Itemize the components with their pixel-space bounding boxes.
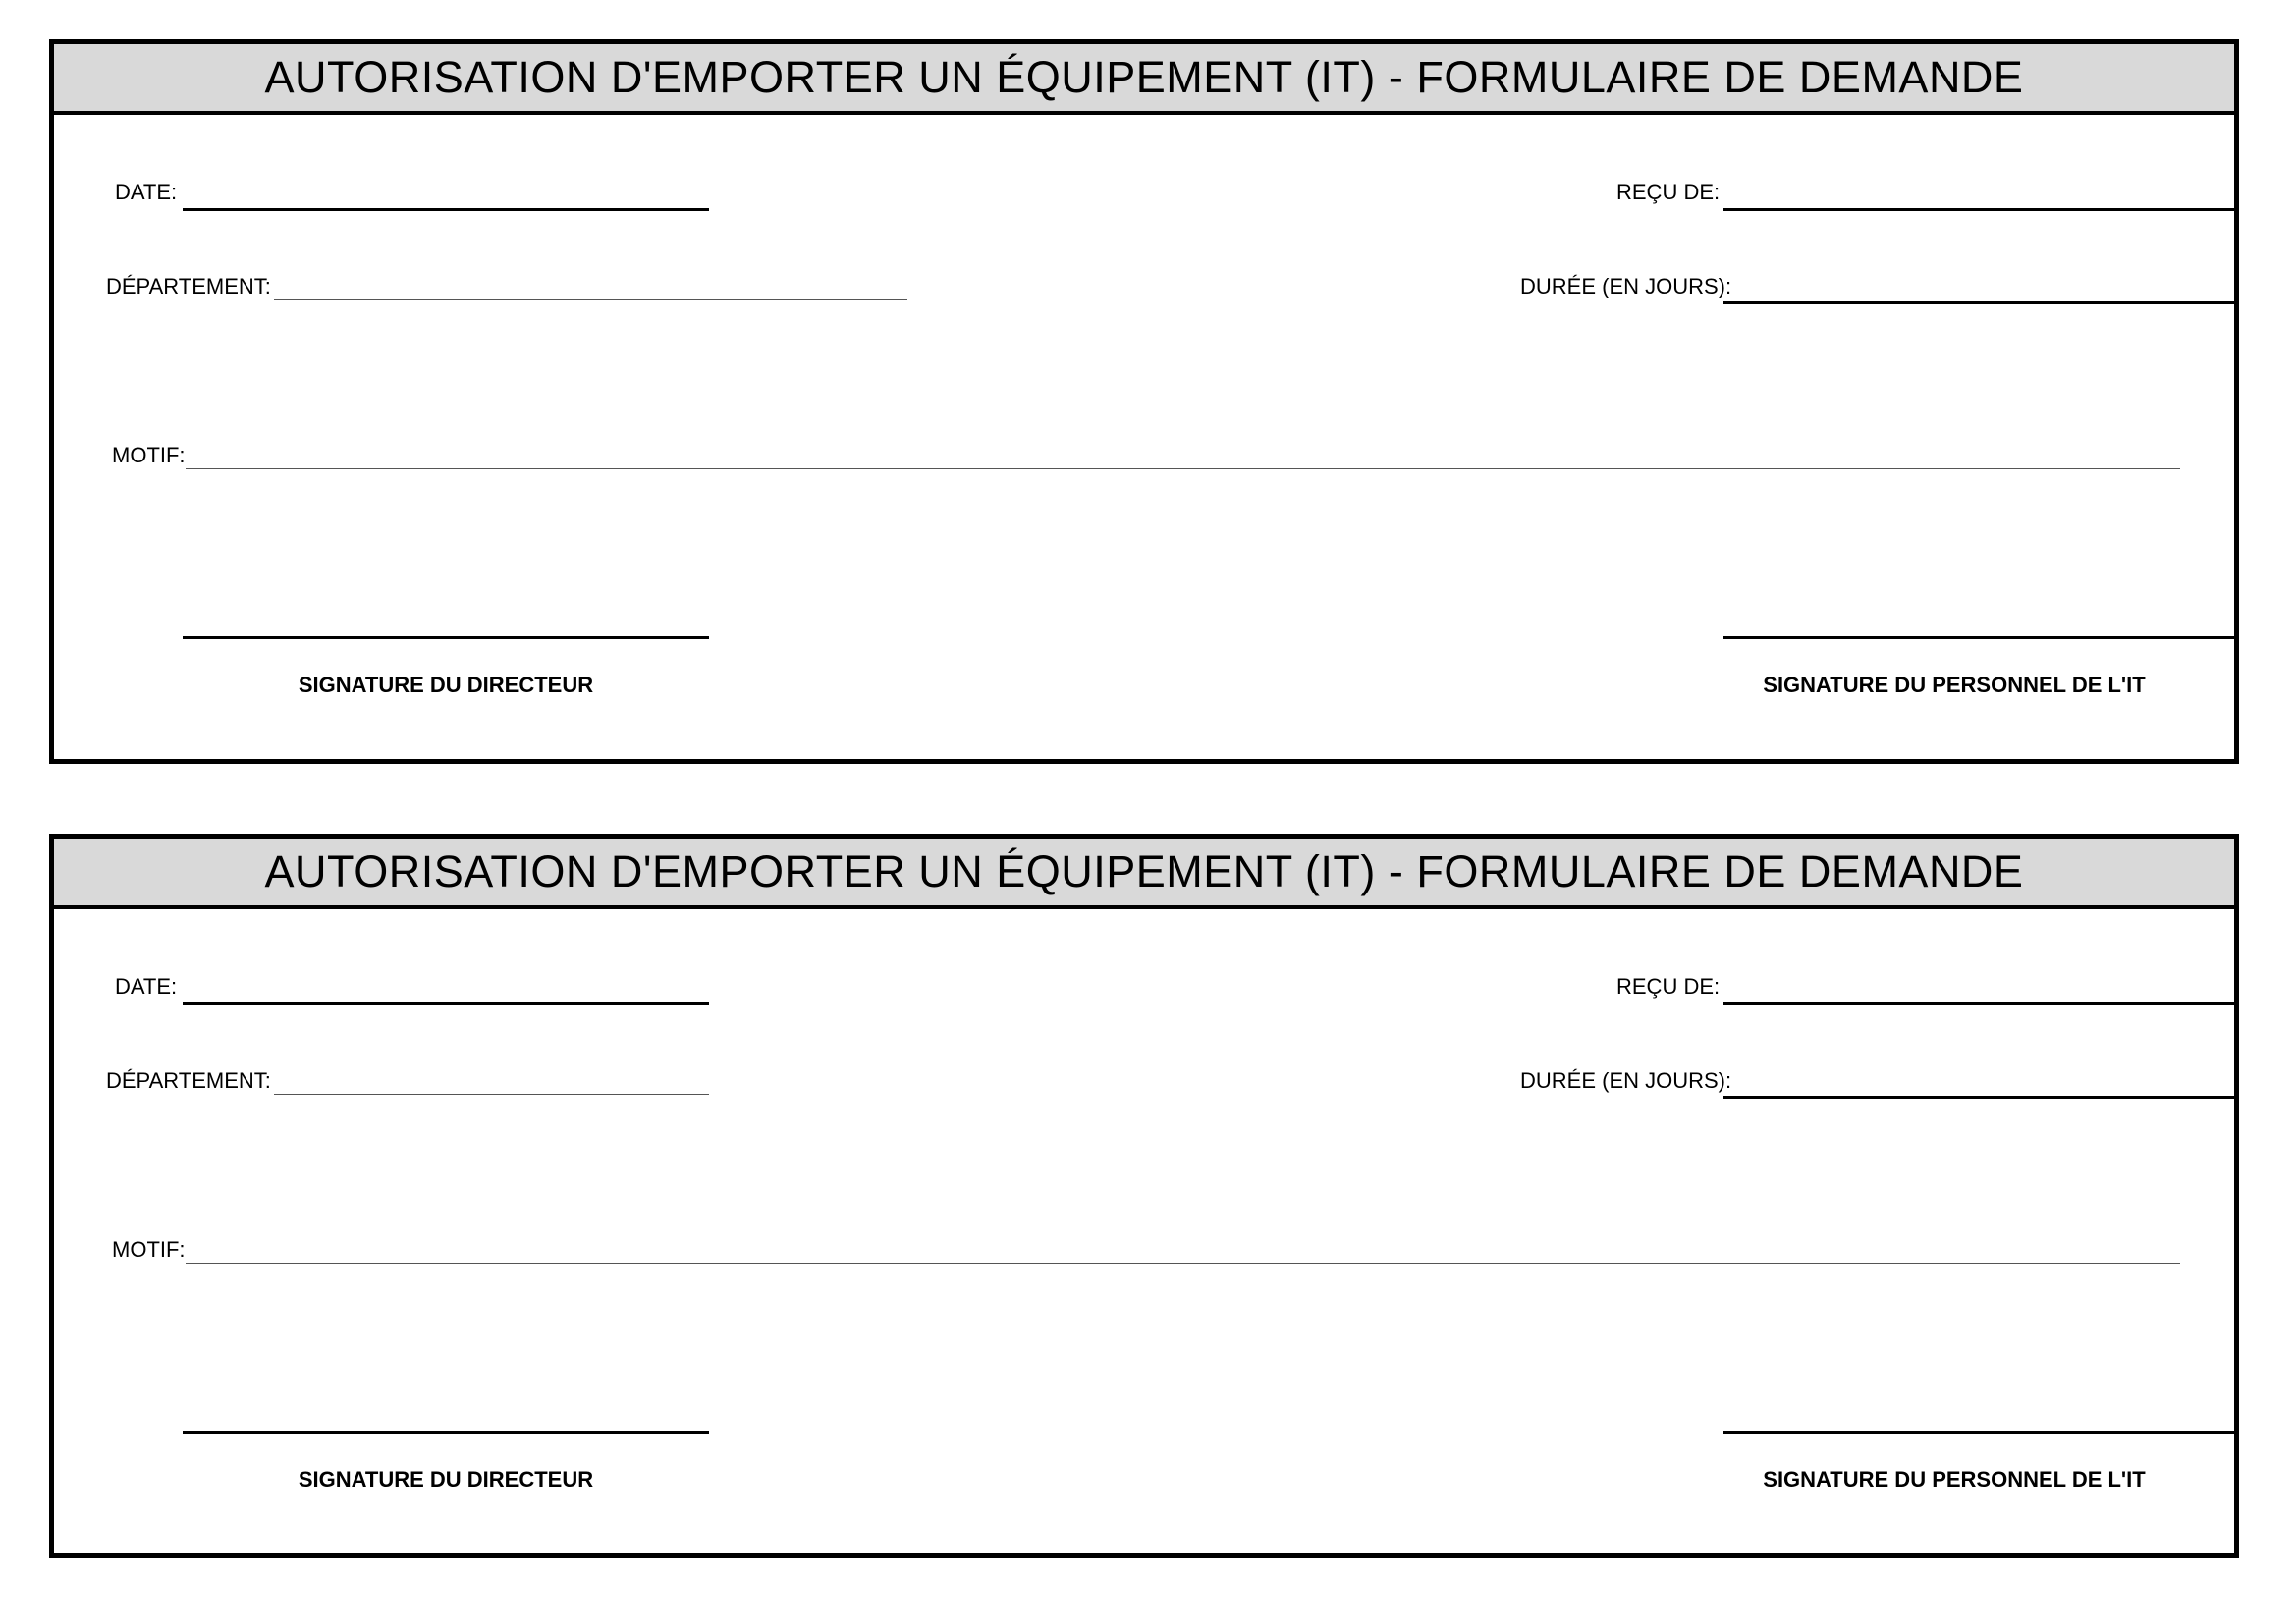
it-signature-label: SIGNATURE DU PERSONNEL DE L'IT	[1763, 673, 2146, 697]
date-label: DATE:	[115, 974, 178, 999]
motif-field[interactable]	[186, 468, 2180, 469]
director-signature-line[interactable]	[183, 636, 709, 639]
duree-label: DURÉE (EN JOURS):	[1520, 274, 1732, 298]
director-signature-line[interactable]	[183, 1431, 709, 1434]
date-field[interactable]	[183, 208, 709, 211]
request-form	[49, 39, 2239, 764]
departement-label: DÉPARTEMENT:	[106, 274, 271, 298]
departement-field[interactable]	[274, 1094, 709, 1095]
motif-label: MOTIF:	[112, 1237, 186, 1262]
motif-field[interactable]	[186, 1263, 2180, 1264]
form-title: AUTORISATION D'EMPORTER UN ÉQUIPEMENT (IT) - FORMULAIRE DE DEMANDE	[54, 44, 2234, 115]
recu-de-label: REÇU DE:	[1616, 180, 1721, 204]
duree-field[interactable]	[1723, 1096, 2239, 1099]
date-field[interactable]	[183, 1002, 709, 1005]
director-signature-label: SIGNATURE DU DIRECTEUR	[298, 673, 594, 697]
date-label: DATE:	[115, 180, 178, 204]
duree-label: DURÉE (EN JOURS):	[1520, 1068, 1732, 1093]
recu-de-field[interactable]	[1723, 208, 2239, 211]
request-form	[49, 834, 2239, 1558]
form-title: AUTORISATION D'EMPORTER UN ÉQUIPEMENT (IT) - FORMULAIRE DE DEMANDE	[54, 839, 2234, 909]
departement-label: DÉPARTEMENT:	[106, 1068, 271, 1093]
it-signature-line[interactable]	[1723, 636, 2239, 639]
recu-de-field[interactable]	[1723, 1002, 2239, 1005]
duree-field[interactable]	[1723, 301, 2239, 304]
departement-field[interactable]	[274, 299, 907, 300]
it-signature-line[interactable]	[1723, 1431, 2239, 1434]
recu-de-label: REÇU DE:	[1616, 974, 1721, 999]
director-signature-label: SIGNATURE DU DIRECTEUR	[298, 1467, 594, 1491]
it-signature-label: SIGNATURE DU PERSONNEL DE L'IT	[1763, 1467, 2146, 1491]
motif-label: MOTIF:	[112, 443, 186, 467]
